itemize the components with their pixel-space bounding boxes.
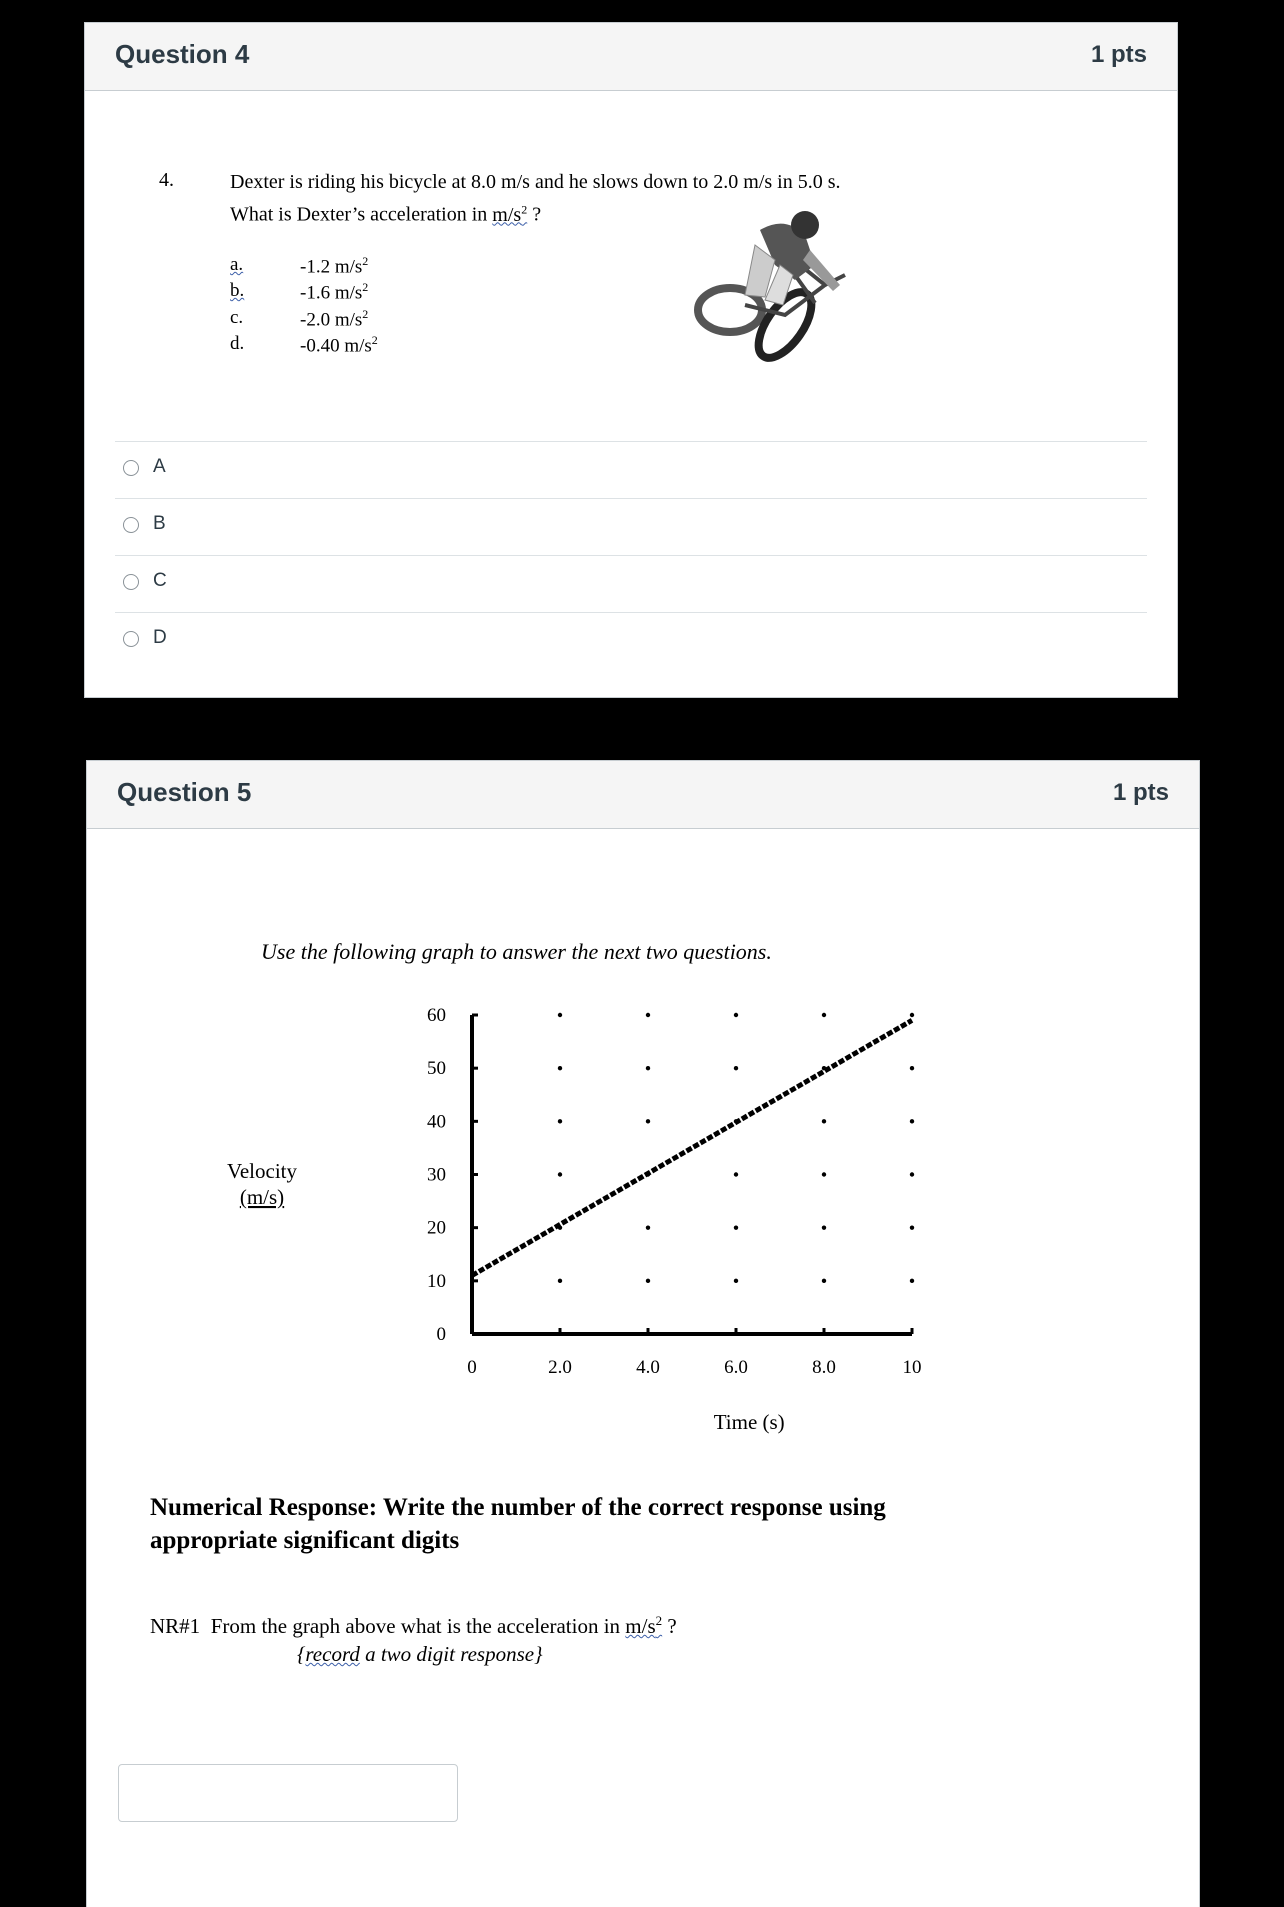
x-tick-label: 6.0 xyxy=(724,1357,748,1378)
x-tick-label: 10 xyxy=(902,1357,922,1378)
x-tick-label: 2.0 xyxy=(548,1357,572,1378)
grid-dot xyxy=(734,1066,738,1070)
y-axis-label-line-2: (m/s) xyxy=(239,1185,285,1209)
nr-question: NR#1 From the graph above what is the acceleration in $m/s^2$ ? xyxy=(150,1613,677,1638)
y-axis-label-line-1: Velocity xyxy=(227,1159,297,1183)
x-axis-label: Time (s) xyxy=(713,1410,785,1434)
y-tick-label: 20 xyxy=(427,1217,446,1239)
grid-dot xyxy=(910,1225,914,1229)
grid-dot xyxy=(910,1279,914,1283)
answer-b-letter: b. xyxy=(230,280,245,301)
option-c-label: C xyxy=(153,570,167,591)
question-4-card xyxy=(84,22,1178,698)
y-tick-label: 40 xyxy=(427,1111,446,1133)
grid-dot xyxy=(558,1066,562,1070)
y-tick-label: 10 xyxy=(427,1270,446,1292)
answer-c-letter: c. xyxy=(230,307,244,328)
grid-dot xyxy=(822,1225,826,1229)
bmx-rider-image xyxy=(685,205,945,405)
question-5-card xyxy=(86,760,1200,1907)
velocity-line xyxy=(472,1020,912,1275)
grid-dot xyxy=(646,1066,650,1070)
grid-dot xyxy=(822,1013,826,1017)
y-tick-label: 30 xyxy=(427,1164,446,1186)
grid-dot xyxy=(910,1172,914,1176)
answer-a-value: -1.2 $m/s^2$ xyxy=(300,254,369,278)
grid-dot xyxy=(822,1279,826,1283)
grid-dot xyxy=(910,1119,914,1123)
nr-heading-line-1: Numerical Response: Write the number of the correct response using xyxy=(150,1494,886,1521)
question-4-header xyxy=(85,23,1177,91)
grid-dot xyxy=(734,1013,738,1017)
grid-dot xyxy=(822,1119,826,1123)
grid-dot xyxy=(646,1225,650,1229)
radio-b[interactable] xyxy=(123,517,139,533)
grid-dot xyxy=(734,1279,738,1283)
nr-label: NR#1 xyxy=(150,1614,201,1638)
radio-d[interactable] xyxy=(123,631,139,647)
option-d[interactable] xyxy=(115,613,1147,665)
nr-instruction: {record a two digit response} xyxy=(297,1642,543,1666)
option-a-label: A xyxy=(153,456,166,477)
nr-heading-line-2: appropriate significant digits xyxy=(150,1527,460,1554)
question-title: Question 5 xyxy=(117,777,252,807)
rider-helmet xyxy=(791,211,819,239)
answer-d-value: -0.40 $m/s^2$ xyxy=(300,333,378,357)
question-points: 1 pts xyxy=(1112,779,1169,806)
option-d-label: D xyxy=(153,627,167,648)
option-b-label: B xyxy=(153,513,166,534)
numerical-response-heading xyxy=(150,1491,886,1557)
grid-dot xyxy=(646,1013,650,1017)
question-title: Question 4 xyxy=(115,39,250,69)
velocity-time-graph xyxy=(167,981,967,1451)
radio-a[interactable] xyxy=(123,460,139,476)
y-tick-label: 50 xyxy=(427,1058,446,1080)
x-tick-label: 0 xyxy=(467,1357,477,1378)
grid-dot xyxy=(734,1225,738,1229)
answer-d-letter: d. xyxy=(230,333,245,354)
answer-b-value: -1.6 $m/s^2$ xyxy=(300,280,369,304)
grid-dot xyxy=(558,1119,562,1123)
graph-intro-text: Use the following graph to answer the next two questions. xyxy=(261,939,772,964)
grid-dot xyxy=(558,1279,562,1283)
grid-dot xyxy=(558,1172,562,1176)
question-line-2: What is Dexter’s acceleration in $m/s^2$ ? xyxy=(230,202,542,226)
radio-c[interactable] xyxy=(123,574,139,590)
answer-a-letter: a. xyxy=(230,254,244,275)
grid-dot xyxy=(734,1172,738,1176)
grid-dot xyxy=(910,1066,914,1070)
grid-dot xyxy=(646,1279,650,1283)
question-5-header xyxy=(87,761,1199,829)
grid-dot xyxy=(558,1013,562,1017)
answer-c-value: -2.0 $m/s^2$ xyxy=(300,307,369,331)
y-tick-label: 60 xyxy=(427,1005,446,1026)
x-tick-label: 8.0 xyxy=(812,1357,836,1378)
x-tick-label: 4.0 xyxy=(636,1357,660,1378)
grid-dot xyxy=(646,1119,650,1123)
y-tick-label: 0 xyxy=(436,1324,446,1345)
question-number: 4. xyxy=(159,169,174,191)
grid-dot xyxy=(910,1013,914,1017)
question-line-1: Dexter is riding his bicycle at 8.0 m/s and he slows down to 2.0 m/s in 5.0 s. xyxy=(230,171,841,193)
option-c[interactable] xyxy=(115,556,1147,608)
option-a[interactable] xyxy=(115,442,1147,494)
grid-dot xyxy=(822,1172,826,1176)
question-points: 1 pts xyxy=(1090,41,1147,68)
option-b[interactable] xyxy=(115,499,1147,551)
answer-input[interactable] xyxy=(118,1764,458,1822)
